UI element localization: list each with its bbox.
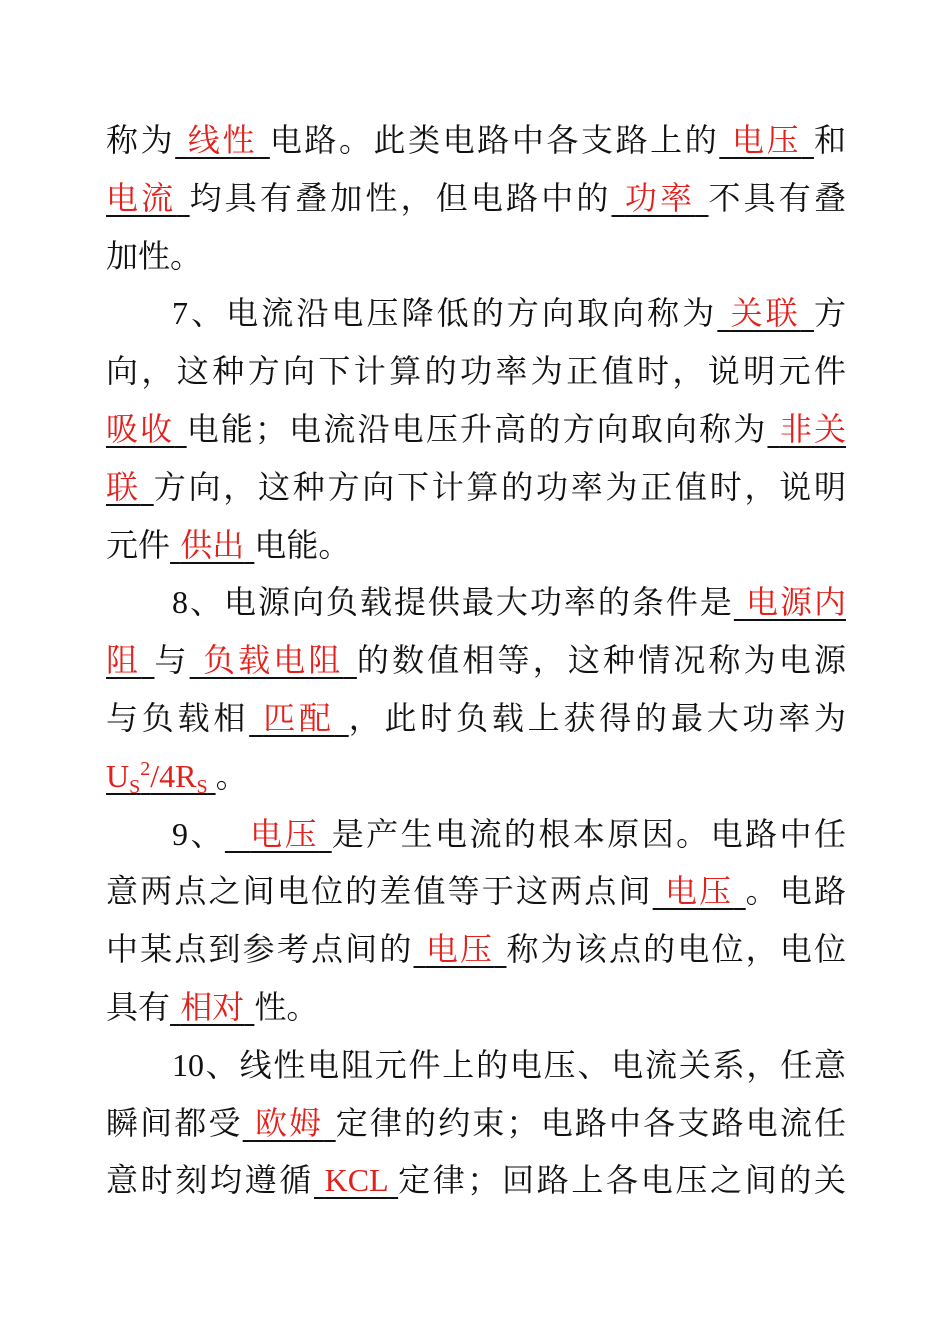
text: 7、电流沿电压降低的方向取向称为 (172, 295, 718, 332)
text: 具有 (106, 987, 171, 1026)
text: 10、线性电阻元件上的电压、电流关系，任意 (172, 1046, 846, 1083)
text: 与负载相 (106, 698, 250, 737)
formula-sub-s: S (129, 775, 141, 798)
p6-line-1 (106, 112, 846, 170)
p6-line-2 (106, 170, 846, 228)
answer-text: 吸收 (106, 409, 175, 448)
max-power-formula (106, 757, 208, 798)
text: 定律；回路上各电压之间的关 (398, 1161, 847, 1200)
p10-line-1 (106, 1037, 846, 1095)
text: 均具有叠加性，但电路中的 (189, 178, 612, 217)
answer-text: 阻 (106, 641, 142, 680)
answer-blank (106, 179, 190, 217)
text: 定律的约束；电路中各支路电流任 (335, 1103, 847, 1142)
answer-text: 功率 (624, 178, 696, 217)
answer-text: 关联 (730, 294, 801, 333)
answer-blank (734, 583, 846, 621)
answer-blank (106, 641, 154, 679)
p10-line-3 (106, 1152, 846, 1210)
p6-line-3 (106, 228, 846, 286)
p9-line-2 (106, 863, 846, 921)
text: 元件 (106, 525, 171, 564)
answer-text: 相对 (180, 987, 245, 1026)
text: 称为该点的电位，电位 (506, 930, 846, 969)
p7-line-1 (106, 285, 846, 343)
formula-sup-2: 2 (140, 757, 151, 780)
p7-line-4 (106, 459, 846, 517)
answer-text: 电压 (425, 930, 495, 969)
text: 瞬间都受 (106, 1103, 243, 1142)
answer-blank (717, 294, 814, 332)
p9-line-4 (106, 979, 846, 1037)
text: 和 (813, 121, 846, 159)
answer-blank (612, 179, 709, 217)
document-page (106, 112, 846, 1210)
p7-line-5 (106, 517, 846, 575)
answer-text: 电压 (732, 121, 802, 159)
answer-blank (106, 410, 187, 448)
text: 9、 (172, 815, 225, 852)
answer-text: 负载电阻 (202, 641, 344, 680)
answer-blank (413, 930, 506, 968)
answer-blank (106, 468, 154, 506)
p8-line-1 (106, 574, 846, 632)
text: 不具有叠 (708, 178, 846, 217)
answer-text: 非关 (779, 409, 846, 448)
answer-blank (225, 815, 332, 853)
p7-line-3 (106, 401, 846, 459)
text: 中某点到参考点间的 (106, 930, 414, 969)
answer-text: 电流 (106, 178, 177, 217)
text: 的数值相等，这种情况称为电源 (356, 641, 846, 680)
answer-text: 联 (106, 467, 141, 506)
text: 电路。此类电路中各支路上的 (269, 121, 720, 159)
text: 方向，这种方向下计算的功率为正值时，说明 (153, 467, 846, 506)
p8-line-2 (106, 632, 846, 690)
formula-mid: /4R (150, 757, 197, 794)
answer-blank (314, 1162, 398, 1198)
text: 向，这种方向下计算的功率为正值时，说明元件 (106, 352, 846, 391)
answer-text: 电源内 (746, 583, 846, 622)
answer-text: 欧姆 (255, 1103, 324, 1142)
p10-line-2 (106, 1095, 846, 1153)
text: 。电路 (745, 872, 847, 911)
p7-line-2 (106, 343, 846, 401)
answer-text: 电压 (250, 814, 320, 853)
answer-blank (653, 872, 746, 910)
answer-blank (190, 641, 357, 679)
answer-blank (243, 1104, 336, 1142)
text: 意时刻均遵循 (106, 1161, 314, 1200)
answer-blank (175, 121, 270, 159)
text: 性。 (254, 987, 319, 1026)
text: 电能。 (254, 525, 351, 564)
text: ，此时负载上获得的最大功率为 (348, 698, 846, 737)
answer-blank (106, 757, 216, 798)
answer-blank (170, 526, 254, 564)
p9-line-3 (106, 921, 846, 979)
text: 称为 (106, 121, 176, 159)
p9-line-1 (106, 806, 846, 864)
answer-blank (767, 410, 846, 448)
answer-text: KCL (324, 1162, 388, 1199)
answer-text: 电压 (664, 872, 734, 911)
text: 。 (215, 756, 248, 795)
formula-sub-s: S (196, 775, 208, 798)
p8-line-4 (106, 748, 846, 806)
answer-blank (249, 699, 349, 737)
text: 8、电源向负载提供最大功率的条件是 (172, 584, 734, 621)
text: 是产生电流的根本原因。电路中任 (331, 814, 846, 853)
text: 加性。 (106, 236, 203, 275)
formula-u: U (106, 757, 130, 794)
answer-text: 线性 (187, 121, 258, 159)
answer-text: 供出 (180, 525, 245, 564)
answer-text: 匹配 (263, 698, 335, 737)
text: 方 (814, 294, 847, 333)
text: 与 (154, 641, 190, 680)
text: 意两点之间电位的差值等于这两点间 (106, 872, 653, 911)
text: 电能；电流沿电压升高的方向取向称为 (186, 409, 768, 448)
answer-blank (170, 988, 254, 1026)
answer-blank (719, 121, 814, 159)
p8-line-3 (106, 690, 846, 748)
